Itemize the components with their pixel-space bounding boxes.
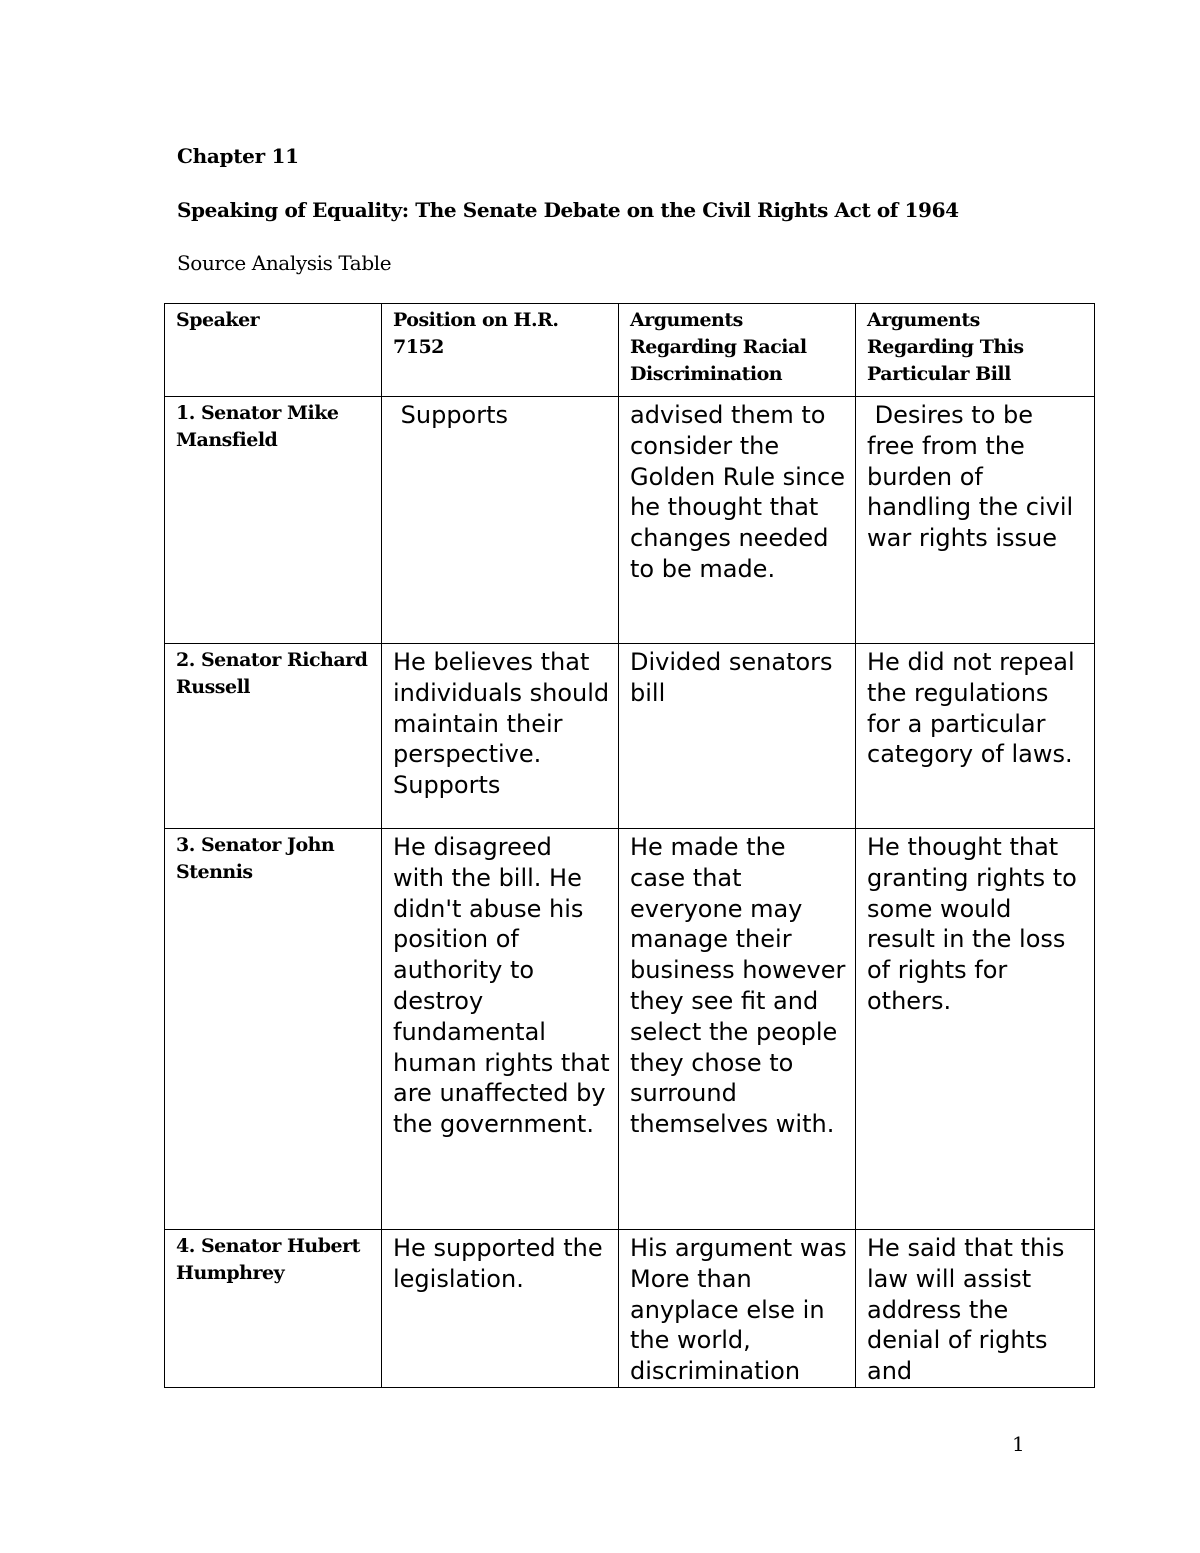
position-cell: He believes that individuals should maintain their perspective. Supports [382, 644, 619, 829]
table-row [165, 1230, 1095, 1388]
header-particular-bill: Arguments Regarding This Particular Bill [856, 304, 1095, 397]
bill-arguments-cell: He did not repeal the regulations for a particular category of laws. [856, 644, 1095, 829]
speaker-cell: 1. Senator Mike Mansfield [165, 397, 382, 644]
bill-arguments-cell: He said that this law will assist address the denial of rights and [856, 1230, 1095, 1388]
racial-arguments-cell: advised them to consider the Golden Rule since he thought that changes needed to be made. [619, 397, 856, 644]
table-header-row [165, 304, 1095, 397]
header-racial-discrimination: Arguments Regarding Racial Discrimination [619, 304, 856, 397]
chapter-heading: Chapter 11 [177, 144, 299, 168]
speaker-cell: 3. Senator John Stennis [165, 829, 382, 1230]
table-row [165, 644, 1095, 829]
table-row [165, 829, 1095, 1230]
speaker-cell: 2. Senator Richard Russell [165, 644, 382, 829]
position-cell: Supports [382, 397, 619, 644]
racial-arguments-cell: Divided senators bill [619, 644, 856, 829]
document-title: Speaking of Equality: The Senate Debate on the Civil Rights Act of 1964 [177, 198, 959, 222]
position-cell: He disagreed with the bill. He didn't abuse his position of authority to destroy fundamental human rights that are unaffected by the government. [382, 829, 619, 1230]
header-speaker: Speaker [165, 304, 382, 397]
position-cell: He supported the legislation. [382, 1230, 619, 1388]
header-position: Position on H.R. 7152 [382, 304, 619, 397]
source-analysis-table [164, 303, 1095, 1388]
racial-arguments-cell: His argument was More than anyplace else in the world, discrimination [619, 1230, 856, 1388]
speaker-cell: 4. Senator Hubert Humphrey [165, 1230, 382, 1388]
bill-arguments-cell: He thought that granting rights to some would result in the loss of rights for others. [856, 829, 1095, 1230]
racial-arguments-cell: He made the case that everyone may manage their business however they see fit and select the people they chose to surround themselves with. [619, 829, 856, 1230]
page-number: 1 [1012, 1432, 1025, 1456]
table-row [165, 397, 1095, 644]
document-subtitle: Source Analysis Table [177, 251, 392, 275]
bill-arguments-cell: Desires to be free from the burden of handling the civil war rights issue [856, 397, 1095, 644]
